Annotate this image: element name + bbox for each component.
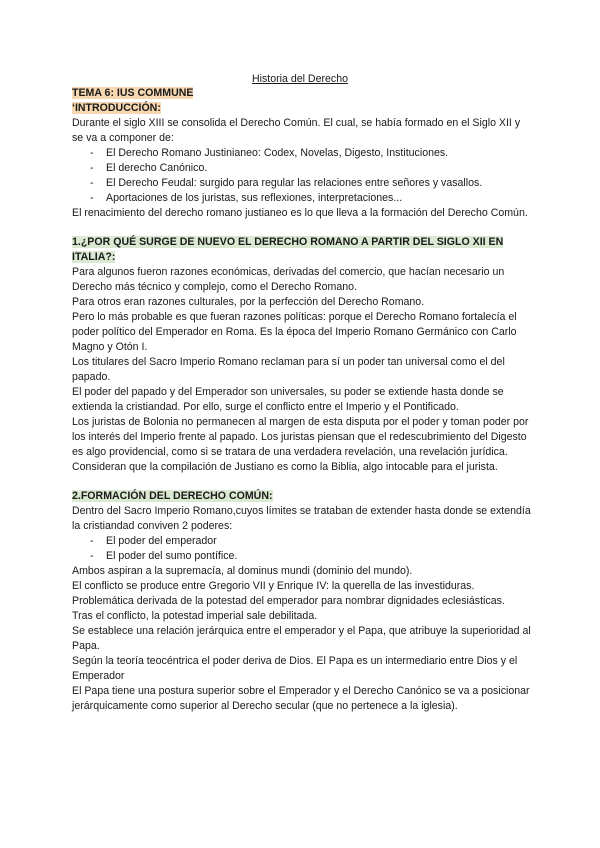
section-2-paragraph: Se establece una relación jerárquica entre el emperador y el Papa, que atribuye la superioridad al Papa. <box>72 625 531 652</box>
section-1-paragraph: Los titulares del Sacro Imperio Romano reclaman para sí un poder tan universal como el del papado. <box>72 356 505 383</box>
section-2-intro: Dentro del Sacro Imperio Romano,cuyos límites se trataban de extender hasta donde se extendía la cristiandad conviven 2 poderes: <box>72 505 531 532</box>
section-1-heading: 1.¿POR QUÉ SURGE DE NUEVO EL DERECHO ROMANO A PARTIR DEL SIGLO XII EN ITALIA?: <box>72 236 504 263</box>
list-item: - El Derecho Feudal: surgido para regular las relaciones entre señores y vasallos. <box>90 176 532 191</box>
section-2-paragraph: Según la teoría teocéntrica el poder deriva de Dios. El Papa es un intermediario entre Dios y el Emperador <box>72 655 518 682</box>
intro-paragraph-2: El renacimiento del derecho romano justianeo es lo que lleva a la formación del Derecho Común. <box>72 207 528 219</box>
section-2-heading: 2.FORMACIÓN DEL DERECHO COMÚN: <box>72 490 273 502</box>
list-item: - El Derecho Romano Justinianeo: Codex, Novelas, Digesto, Instituciones. <box>90 146 532 161</box>
section-1-paragraph: Los juristas de Bolonia no permanecen al margen de esta disputa por el poder y toman poder por los interés del Imperio frente al papado. Los juristas piensan que el redescubrimiento del Digesto es algo providencial, como si se tratara de una verdadera revelación, una revelación jurídica. Consideran que la compilación de Justiano es como la Biblia, algo intocable para el jurista. <box>72 416 529 473</box>
section-1-paragraph: El poder del papado y del Emperador son universales, su poder se extiende hasta donde se extienda la cristiandad. Por ello, surge el conflicto entre el Imperio y el Pontificado. <box>72 386 504 413</box>
section-2-paragraph: Problemática derivada de la potestad del emperador para nombrar dignidades eclesiásticas. <box>72 595 505 607</box>
list-item: - El poder del emperador <box>90 534 532 549</box>
document-title: Historia del Derecho <box>252 73 348 85</box>
document-body <box>72 86 532 714</box>
section-2-paragraph: Tras el conflicto, la potestad imperial sale debilitada. <box>72 610 318 622</box>
list-item: - Aportaciones de los juristas, sus reflexiones, interpretaciones... <box>90 191 532 206</box>
section-2-paragraph: Ambos aspiran a la supremacía, al dominus mundi (dominio del mundo). <box>72 565 413 577</box>
intro-heading: ‘INTRODUCCIÓN: <box>72 102 161 114</box>
section-2-paragraph: El conflicto se produce entre Gregorio VII y Enrique IV: la querella de las investiduras. <box>72 580 475 592</box>
intro-paragraph-1: Durante el siglo XIII se consolida el Derecho Común. El cual, se había formado en el Siglo XII y se va a componer de: <box>72 117 521 144</box>
list-item: - El derecho Canónico. <box>90 161 532 176</box>
list-item: - El poder del sumo pontífice. <box>90 549 532 564</box>
section-1-paragraph: Para algunos fueron razones económicas, derivadas del comercio, que hacían necesario un Derecho más técnico y complejo, como el Derecho Romano. <box>72 266 505 293</box>
section-1-paragraph: Para otros eran razones culturales, por la perfección del Derecho Romano. <box>72 296 425 308</box>
intro-list <box>72 146 532 206</box>
section-1-paragraph: Pero lo más probable es que fueran razones políticas: porque el Derecho Romano fortalecía el poder político del Emperador en Roma. Es la época del Imperio Romano Germánico con Carlo Magno y Otón I. <box>72 311 517 353</box>
section-2-list <box>72 534 532 564</box>
section-2-paragraph: El Papa tiene una postura superior sobre el Emperador y el Derecho Canónico se va a posicionar jerárquicamente como superior al Derecho secular (que no pertenece a la iglesia). <box>72 685 530 712</box>
tema-heading: TEMA 6: IUS COMMUNE <box>72 87 194 99</box>
